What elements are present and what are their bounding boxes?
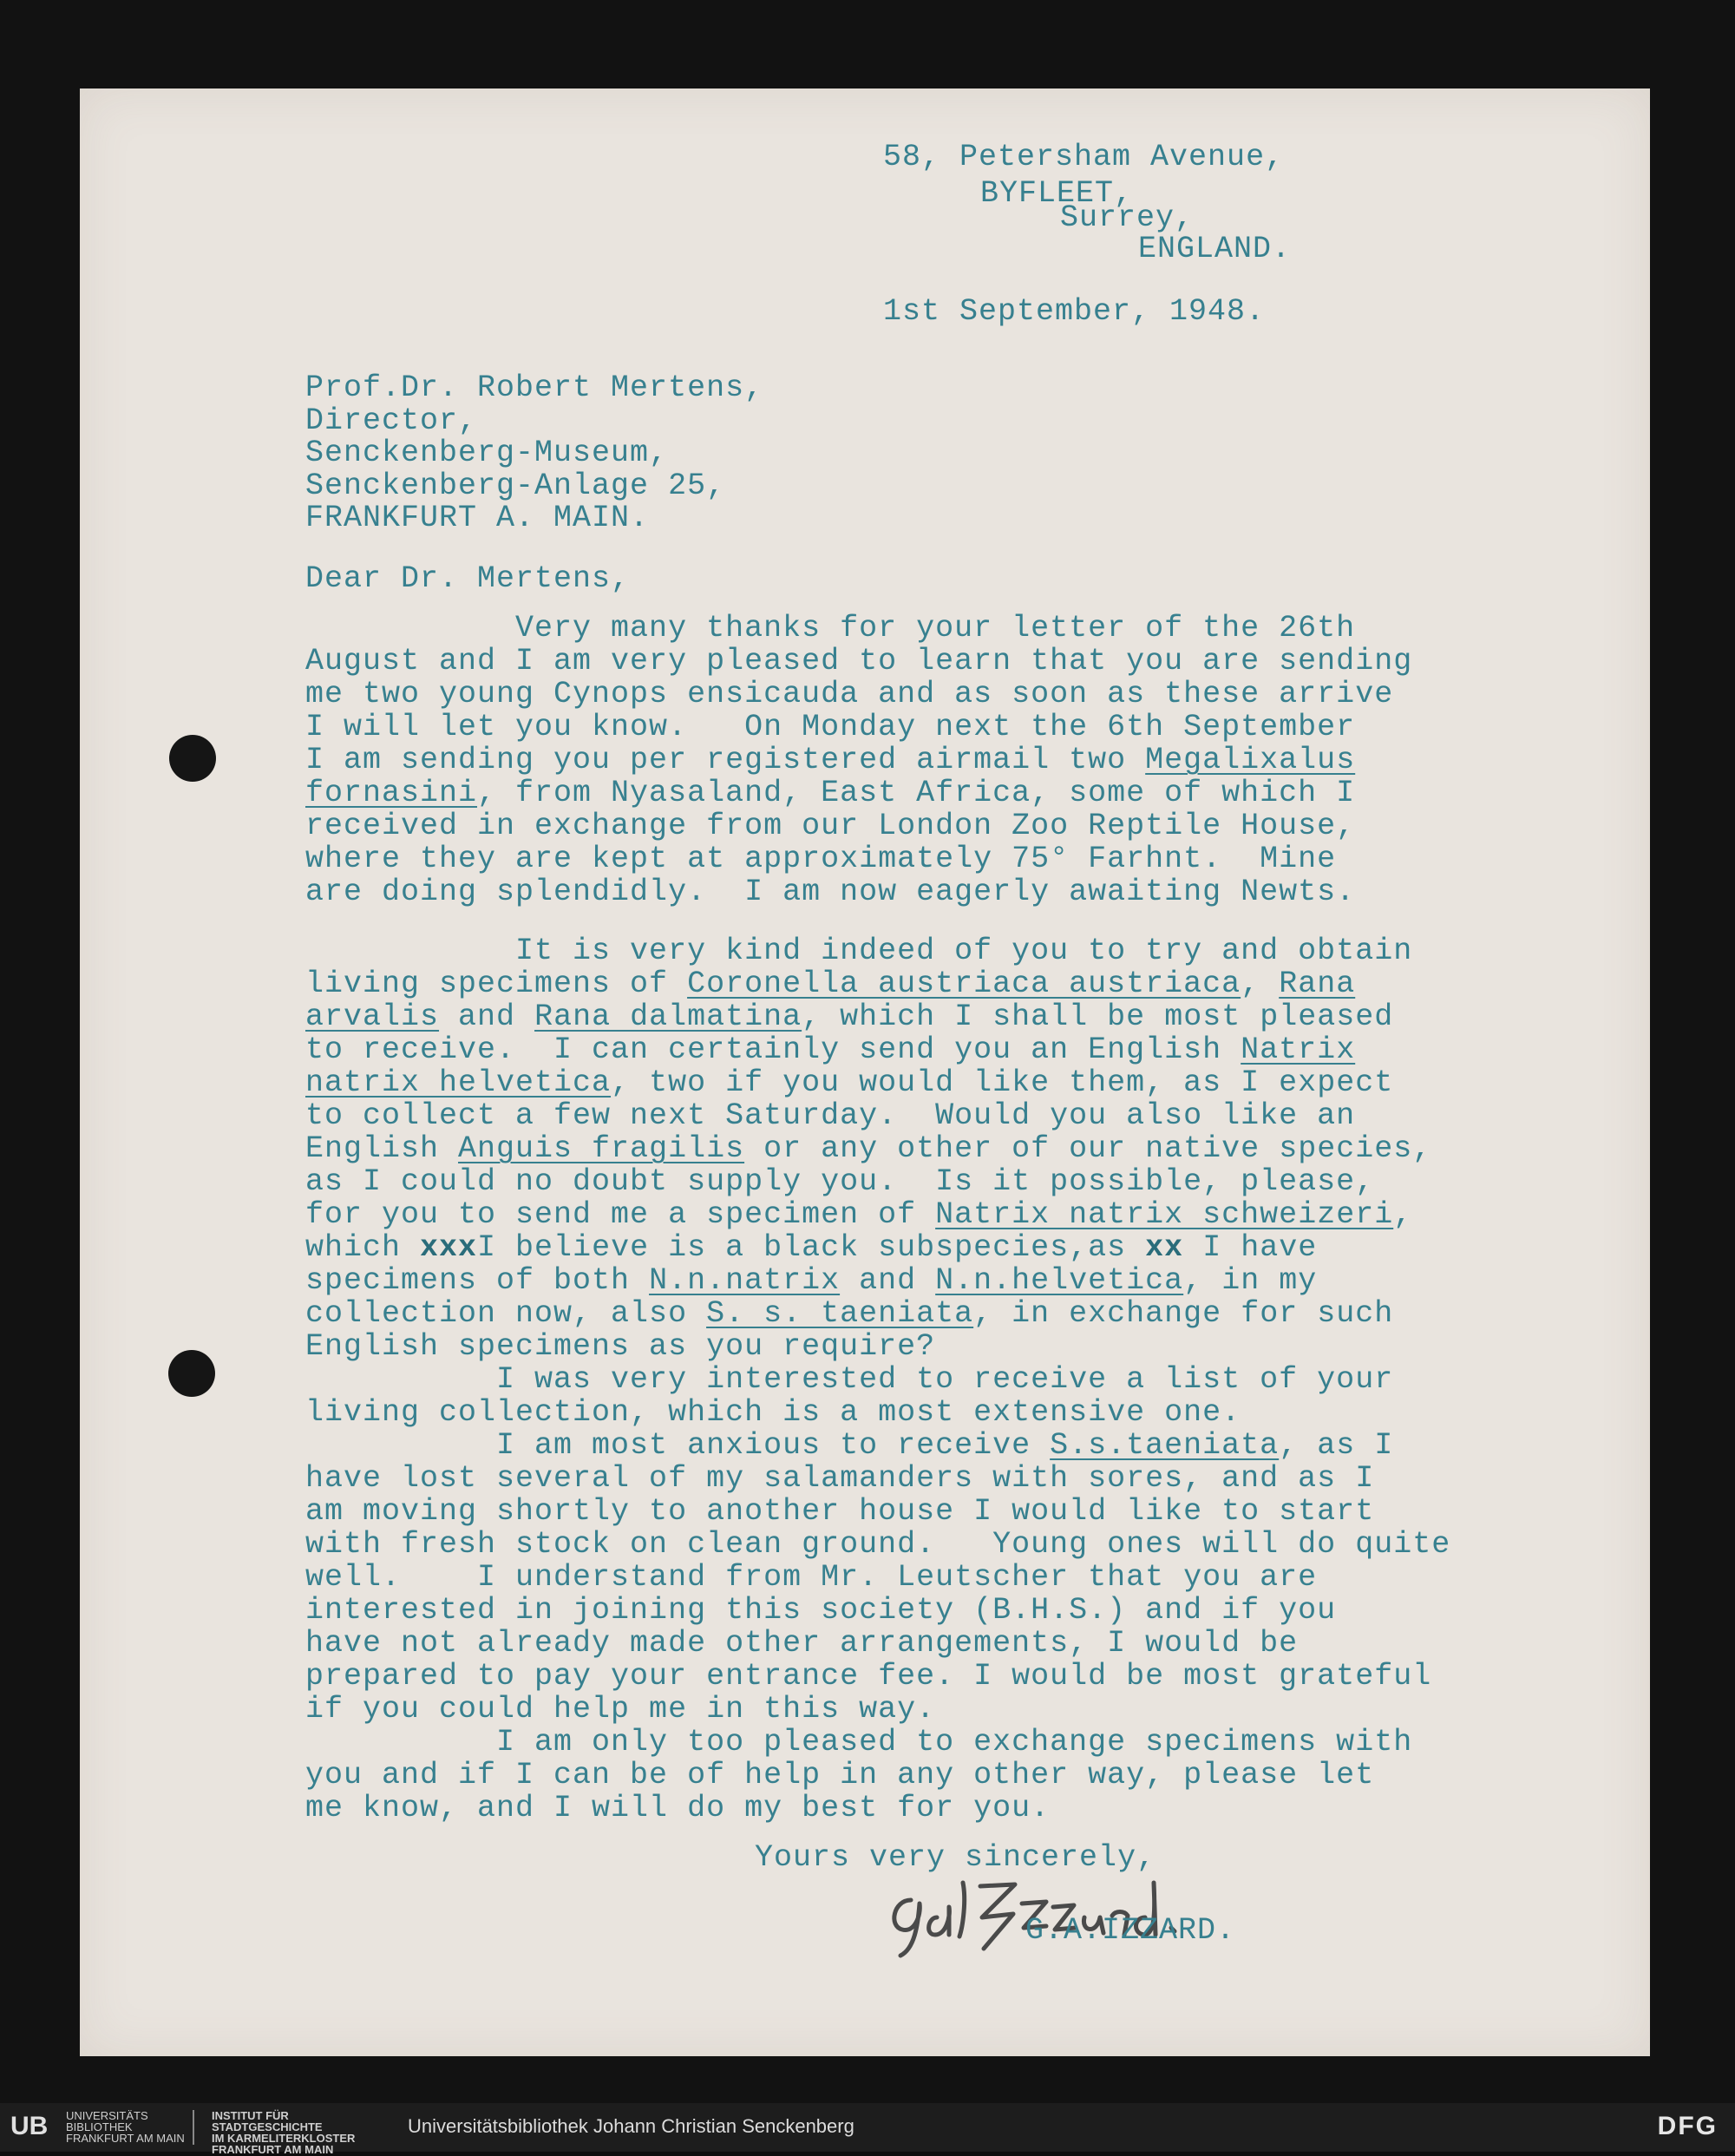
punch-hole-top (169, 735, 216, 782)
letter-date: 1st September, 1948. (883, 294, 1266, 329)
sender-address-line-2: BYFLEET, (980, 176, 1134, 211)
paragraph-2: It is very kind indeed of you to try and obtain living specimens of Coronella austriaca austriaca, Rana arvalis and Rana dalmatina, which I shall be most pleased to receive. I can certainly send you an English Natrix natrix helvetica, two if you would like them, as I expect to collect a few next Saturday. Would you also like an English Anguis fragilis or any other of our native species, as I could no doubt supply you. Is it possible, please, for you to send me a specimen of Natrix natrix schweizeri, which xxxI believe is a black subspecies,as xx I have specimens of both N.n.natrix and N.n.helvetica, in my collection now, also S. s. taeniata, in exchange for such English specimens as you require? I was very interested to receive a list of your living collection, which is a most extensive one. I am most anxious to receive S.s.taeniata, as I have lost several of my salamanders with sores, and as I am moving shortly to another house I would like to start with fresh stock on clean ground. Young ones will do quite well. I understand from Mr. Leutscher that you are interested in joining this society (B.H.S.) and if you have not already made other arrangements, I would be prepared to pay your entrance fee. I would be most grateful if you could help me in this way. I am only too pleased to exchange specimens with you and if I can be of help in any other way, please let me know, and I will do my best for you. (305, 934, 1451, 1825)
sender-address-line-4: ENGLAND. (1138, 232, 1292, 266)
recipient-line-1: Prof.Dr. Robert Mertens, (305, 370, 764, 405)
footer-bar (0, 2103, 1735, 2156)
paragraph-1: Very many thanks for your letter of the 26th August and I am very pleased to learn that you are sending me two young Cynops ensicauda and as soon as these arrive I will let you know. On Monday next the 6th September I am sending you per registered airmail two Megalixalus fornasini, from Nyasaland, East Africa, some of which I received in exchange from our London Zoo Reptile House, where they are kept at approximately 75° Farhnt. Mine are doing splendidly. I am now eagerly awaiting Newts. (305, 611, 1413, 909)
institute-logo-text: INSTITUT FÜR STADTGESCHICHTE IM KARMELITERKLOSTER FRANKFURT AM MAIN (212, 2109, 356, 2156)
typed-signature: G.A.IZZARD. (1025, 1913, 1236, 1948)
sender-address-line-1: 58, Petersham Avenue, (883, 140, 1285, 174)
closing: Yours very sincerely, (755, 1840, 1156, 1875)
sender-address-line-3: Surrey, (1060, 200, 1195, 235)
footer-divider (193, 2110, 194, 2145)
punch-hole-bottom (168, 1350, 215, 1397)
salutation: Dear Dr. Mertens, (305, 561, 631, 596)
dfg-logo: DFG (1657, 2112, 1718, 2140)
recipient-line-4: Senckenberg-Anlage 25, (305, 469, 726, 503)
recipient-line-5: FRANKFURT A. MAIN. (305, 501, 650, 535)
recipient-line-2: Director, (305, 403, 478, 438)
library-name: Universitätsbibliothek Johann Christian Senckenberg (408, 2115, 854, 2137)
ub-logo-text: UNIVERSITÄTS BIBLIOTHEK FRANKFURT AM MAIN (66, 2109, 185, 2145)
ub-logo: UB (10, 2112, 49, 2140)
recipient-line-3: Senckenberg-Museum, (305, 436, 669, 470)
